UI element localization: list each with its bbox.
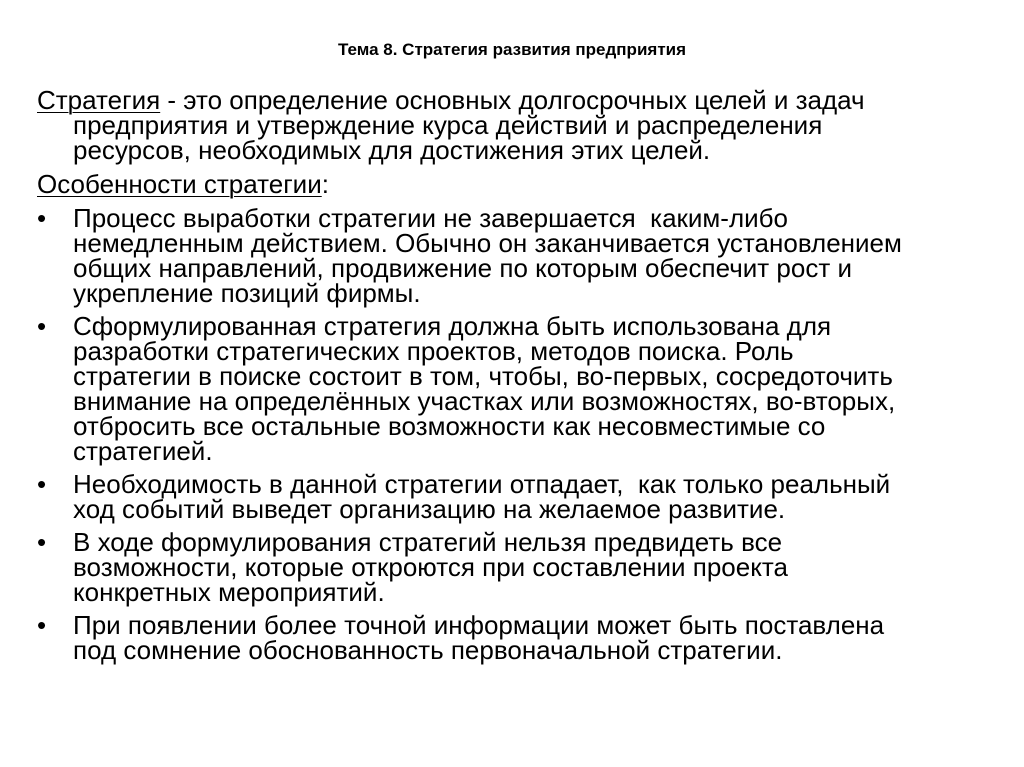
bullet-icon: • bbox=[37, 203, 47, 233]
features-heading-colon: : bbox=[321, 169, 329, 199]
bullet-icon: • bbox=[37, 469, 47, 499]
bullet-line: стратегией. bbox=[73, 436, 213, 466]
bullet-line: внимание на определённых участках или возможностях, во-вторых, bbox=[73, 386, 896, 416]
bullet-line: В ходе формулирования стратегий нельзя предвидеть все bbox=[73, 527, 783, 557]
bullet-line: общих направлений, продвижение по которым обеспечит рост и bbox=[73, 253, 852, 283]
bullet-line: разработки стратегических проектов, методов поиска. Роль bbox=[73, 336, 794, 366]
bullet-item bbox=[37, 610, 1007, 665]
definition-term: Стратегия bbox=[37, 85, 161, 115]
bullet-line: Сформулированная стратегия должна быть использована для bbox=[73, 311, 832, 341]
bullet-icon: • bbox=[37, 527, 47, 557]
bullet-line: Процесс выработки стратегии не завершается каким-либо bbox=[73, 203, 789, 233]
bullet-icon: • bbox=[37, 610, 47, 640]
definition-text: - это определение основных долгосрочных целей и задач bbox=[160, 85, 865, 115]
bullet-line: отбросить все остальные возможности как несовместимые со bbox=[73, 411, 826, 441]
bullet-icon: • bbox=[37, 311, 47, 341]
features-heading bbox=[37, 169, 1007, 199]
bullet-line: конкретных мероприятий. bbox=[73, 577, 385, 607]
bullet-line: возможности, которые откроются при составлении проекта bbox=[73, 552, 788, 582]
slide-body bbox=[37, 85, 1007, 671]
definition-line: предприятия и утверждение курса действий и распределения bbox=[73, 110, 823, 140]
bullet-item bbox=[37, 469, 1007, 524]
bullet-item bbox=[37, 527, 1007, 607]
bullet-line: укрепление позиций фирмы. bbox=[73, 278, 421, 308]
definition-paragraph bbox=[37, 85, 1007, 165]
bullet-line: стратегии в поиске состоит в том, чтобы, во-первых, сосредоточить bbox=[73, 361, 893, 391]
definition-line: ресурсов, необходимых для достижения этих целей. bbox=[73, 135, 711, 165]
features-heading-text: Особенности стратегии bbox=[37, 169, 322, 199]
slide-title: Тема 8. Стратегия развития предприятия bbox=[337, 40, 687, 59]
bullet-line: Необходимость в данной стратегии отпадает, как только реальный bbox=[73, 469, 891, 499]
bullet-line: под сомнение обоснованность первоначальной стратегии. bbox=[73, 635, 783, 665]
bullet-item bbox=[37, 311, 1007, 466]
bullet-item bbox=[37, 203, 1007, 308]
bullet-line: ход событий выведет организацию на желаемое развитие. bbox=[73, 494, 786, 524]
bullet-line: немедленным действием. Обычно он заканчивается установлением bbox=[73, 228, 902, 258]
bullet-line: При появлении более точной информации может быть поставлена bbox=[73, 610, 885, 640]
